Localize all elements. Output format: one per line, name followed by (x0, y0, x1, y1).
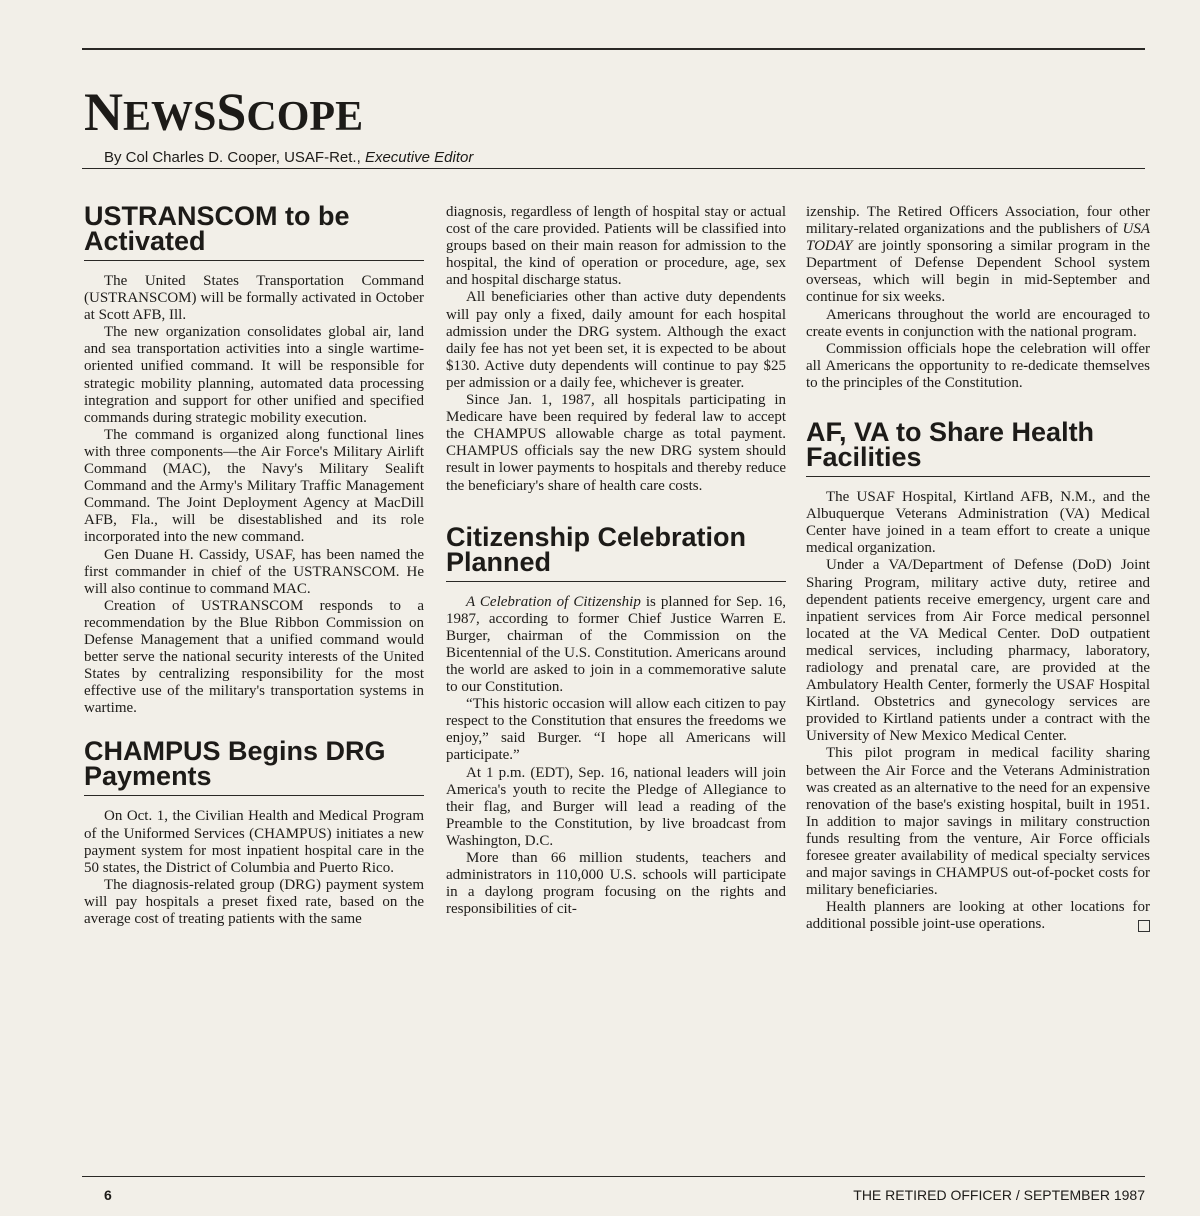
article-body (84, 808, 424, 928)
paragraph: The United States Transportation Command (USTRANSCOM) will be formally activated in October at Scott AFB, Ill. (84, 273, 424, 324)
paragraph: Creation of USTRANSCOM responds to a recommendation by the Blue Ribbon Commission on Defense Management that a unified command would better serve the national security interests of the United States by centralizing responsibility for the most effective use of the military's transportation systems in wartime. (84, 597, 424, 717)
paragraph-text: izenship. The Retired Officers Association, four other military-related organizations and the publishers of (806, 204, 1150, 238)
event-name: A Celebration of Citizenship (466, 593, 641, 610)
publication-name: USA TODAY (806, 221, 1150, 255)
footer-publication: THE RETIRED OFFICER / SEPTEMBER 1987 (853, 1187, 1145, 1203)
column-2 (446, 204, 786, 918)
article-citizenship-continued (806, 204, 1150, 392)
paragraph: “This historic occasion will allow each citizen to pay respect to the Constitution that ensures the freedoms we enjoy,” said Burger. “I hope all Americans will participate.” (446, 696, 786, 764)
article-body (446, 594, 786, 919)
paragraph: This pilot program in medical facility sharing between the Air Force and the Veterans Administration was created as an alternative to the need for an expensive renovation of the base's existing hospital, built in 1951. In addition to major savings in military construction funds resulting from the venture, Air Force officials foresee greater availability of medical specialty services and major savings in CHAMPUS out-of-pocket costs for military beneficiaries. (806, 745, 1151, 899)
article-ustranscom (84, 201, 424, 717)
masthead-title (84, 72, 363, 157)
article-champus-continued (446, 204, 786, 495)
paragraph: The new organization consolidates global air, land and sea transportation activities into a single wartime-oriented unified command. It will be responsible for strategic mobility planning, automated data processing integration and support for other unified and specified commands during strategic mobility execution. (84, 324, 424, 426)
end-mark-icon (1138, 920, 1150, 932)
top-rule (82, 48, 1145, 50)
paragraph: Gen Duane H. Cassidy, USAF, has been named the first commander in chief of the USTRANSCOM. He will also continue to command MAC. (84, 546, 424, 597)
paragraph: Commission officials hope the celebration will offer all Americans the opportunity to re-dedicate themselves to the principles of the Constitution. (806, 340, 1150, 391)
paragraph: The command is organized along functional lines with three components—the Air Force's Military Airlift Command (MAC), the Navy's Military Sealift Command and the Army's Military Traffic Management Command. The Joint Deployment Agency at MacDill AFB, Fla., will be disestablished and its role incorporated into the new command. (84, 426, 424, 546)
footer-rule (82, 1176, 1145, 1177)
headline-ustranscom: USTRANSCOM to be Activated (84, 204, 424, 261)
headline-af-va: AF, VA to Share Health Facilities (806, 420, 1150, 477)
byline-rule (82, 168, 1145, 169)
paragraph (806, 204, 1150, 307)
column-3 (806, 204, 1150, 933)
masthead-part-ews: EWS (123, 94, 217, 140)
paragraph: At 1 p.m. (EDT), Sep. 16, national leaders will join America's youth to recite the Pledge of Allegiance to their flag, and Burger will lead a reading of the Preamble to the Constitution, by live broadcast from Washington, D.C. (446, 764, 786, 849)
paragraph: On Oct. 1, the Civilian Health and Medical Program of the Uniformed Services (CHAMPUS) initiates a new payment system for most inpatient hospital care in the 50 states, the District of Columbia and Puerto Rico. (84, 808, 424, 876)
article-af-va (806, 417, 1151, 933)
byline-role: Executive Editor (364, 149, 474, 166)
article-body (806, 489, 1150, 933)
paragraph: The USAF Hospital, Kirtland AFB, N.M., and the Albuquerque Veterans Administration (VA) Medical Center have joined in a team effort to create a unique medical organization. (806, 489, 1150, 557)
paragraph-text: is planned for Sep. 16, 1987, according to former Chief Justice Warren E. Burger, chairman of the Commission on the Bicentennial of the U.S. Constitution. Americans around the world are asked to join in a commemorative salute to our Constitution. (446, 593, 786, 696)
byline (84, 149, 473, 167)
byline-author: By Col Charles D. Cooper, USAF-Ret., (104, 149, 361, 166)
headline-citizenship: Citizenship Celebration Planned (446, 525, 786, 582)
article-citizenship (446, 521, 786, 919)
paragraph: Since Jan. 1, 1987, all hospitals participating in Medicare have been required by federal law to accept the CHAMPUS allowable charge as total payment. CHAMPUS officials say the new DRG system should result in lower payments to hospitals and thereby reduce the beneficiary's share of health care costs. (446, 392, 786, 494)
paragraph-text: are jointly sponsoring a similar program in the Department of Defense Dependent School system overseas, which will begin in mid-September and continue for six weeks. (806, 238, 1150, 306)
masthead-initial-n: N (84, 82, 123, 142)
paragraph (806, 899, 1150, 933)
column-1 (84, 201, 424, 928)
paragraph: All beneficiaries other than active duty dependents will pay only a fixed, daily amount for each hospital admission under the DRG system. Although the exact daily fee has not yet been set, it is expected to be about $130. Active duty dependents will continue to pay $25 per admission or a daily fee, whichever is greater. (446, 289, 786, 391)
paragraph: More than 66 million students, teachers and administrators in 110,000 U.S. schools will participate in a daylong program focusing on the rights and responsibilities of cit- (446, 850, 786, 918)
headline-champus: CHAMPUS Begins DRG Payments (84, 739, 424, 796)
article-champus (84, 736, 424, 928)
paragraph: diagnosis, regardless of length of hospital stay or actual cost of the care provided. Patients will be classified into groups based on their main reason for admission to the hospital, the kind of operation or procedure, age, sex and hospital discharge status. (446, 204, 786, 289)
page-number: 6 (104, 1187, 112, 1203)
paragraph: The diagnosis-related group (DRG) payment system will pay hospitals a preset fixed rate, based on the average cost of treating patients with the same (84, 876, 424, 927)
paragraph: Under a VA/Department of Defense (DoD) Joint Sharing Program, military active duty, retiree and dependent patients receive emergency, urgent care and inpatient services from Air Force medical personnel located at the VA Medical Center. DoD outpatient medical services, including pharmacy, laboratory, radiology and prenatal care, are provided at the Ambulatory Health Center, formerly the USAF Hospital Kirtland. Obstetrics and gynecology services are provided to Kirtland patients under a contract with the University of New Mexico Medical Center. (806, 557, 1150, 745)
masthead-part-cope: COPE (246, 94, 364, 140)
masthead-initial-s: S (216, 82, 247, 142)
paragraph-text: Health planners are looking at other locations for additional possible joint-use operations. (806, 899, 1150, 933)
paragraph (446, 594, 786, 697)
paragraph: Americans throughout the world are encouraged to create events in conjunction with the national program. (806, 306, 1150, 340)
article-body (84, 273, 424, 717)
